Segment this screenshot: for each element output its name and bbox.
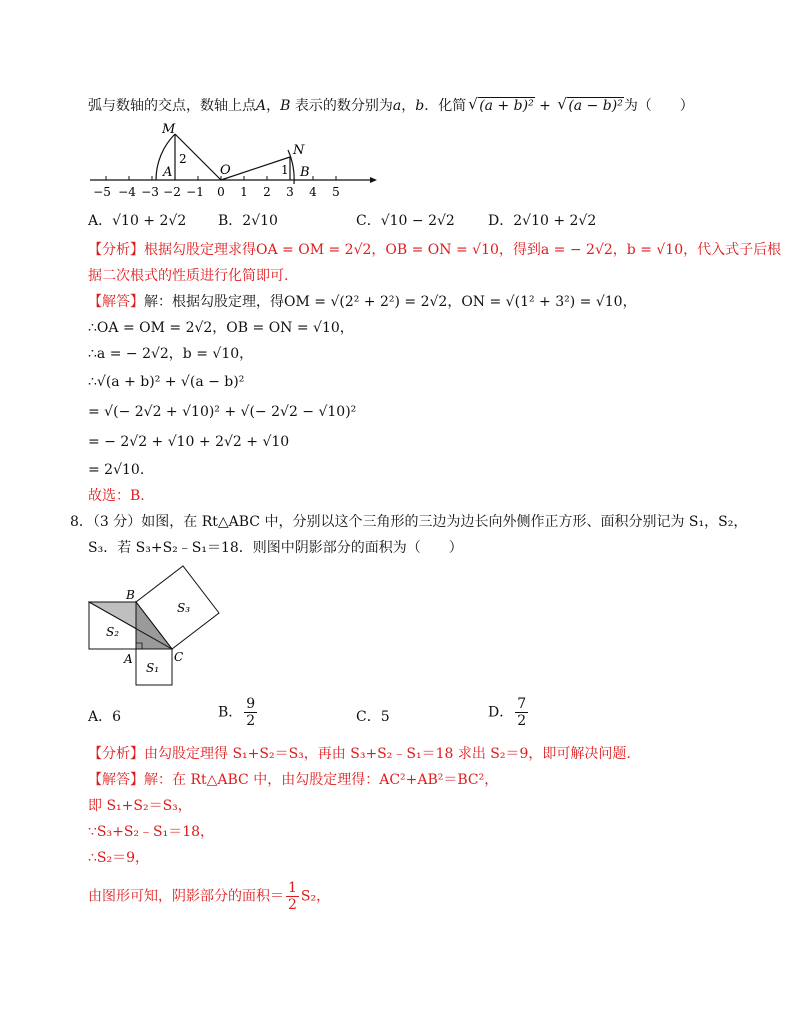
analysis-tag: 【分析】 <box>88 242 144 258</box>
q7-var-b: b <box>415 98 425 114</box>
tick-label: −2 <box>163 185 181 199</box>
label-b: B <box>300 165 310 180</box>
solution-fraction <box>286 880 299 913</box>
option-fraction <box>244 696 257 729</box>
solution-tag: 【解答】 <box>88 772 144 788</box>
q7-stem-text-3: ．化简 <box>424 98 467 114</box>
fraction-denominator: 2 <box>246 713 256 729</box>
label-c: C <box>174 650 184 664</box>
tick-label: 4 <box>309 185 317 199</box>
solution-tag: 【解答】 <box>88 294 144 310</box>
figure-lengths <box>179 152 289 177</box>
q8-stem-line-2: S₃．若 S₃+S₂﹣S₁＝18．则图中阴影部分的面积为（ ） <box>88 540 463 556</box>
tick-label: 1 <box>240 185 248 199</box>
q7-stem <box>88 96 694 116</box>
q7-sep: ， <box>266 98 281 114</box>
option-letter: D． <box>488 213 514 229</box>
q8-stem-line-1: 8．（3 分）如图，在 Rt△ABC 中，分别以这个三角形的三边为边长向外侧作正方形、面积分别记为 S₁，S₂， <box>70 514 748 530</box>
q7-analysis-line-2 <box>88 266 288 286</box>
q8-option-b[interactable] <box>218 696 259 729</box>
q7-var-a: a <box>392 98 402 114</box>
axis-tick-labels <box>93 185 340 199</box>
label-length-2: 2 <box>179 152 187 166</box>
q7-solution-line-4: ∴√(a + b)² + √(a − b)² <box>88 374 245 390</box>
q7-solution-line-6: = − 2√2 + √10 + 2√2 + √10 <box>88 434 290 450</box>
tick-label: −1 <box>186 185 204 199</box>
triangle-abc <box>136 602 172 649</box>
label-length-1: 1 <box>281 163 289 177</box>
label-s2: S₂ <box>106 625 120 639</box>
q7-radical-2 <box>557 96 623 116</box>
tick-label: −3 <box>141 185 159 199</box>
option-letter: B． <box>218 213 243 229</box>
q7-solution-line-5: = √(− 2√2 + √10)² + √(− 2√2 − √10)² <box>88 404 357 420</box>
q7-option-d[interactable] <box>488 210 596 230</box>
q8-solution-line-2: 即 S₁+S₂＝S₃， <box>88 798 192 814</box>
label-a: A <box>124 652 133 666</box>
solution-text: 解：在 Rt△ABC 中，由勾股定理得：AC²+AB²＝BC²， <box>144 772 499 788</box>
option-letter: D． <box>488 704 514 721</box>
segment-on <box>221 157 290 180</box>
q7-number-line-figure <box>88 122 378 202</box>
q8-option-c[interactable] <box>356 706 390 726</box>
label-a: A <box>163 165 173 180</box>
q7-solution-line-7: = 2√10. <box>88 462 145 478</box>
option-letter: B． <box>218 704 243 721</box>
analysis-tag: 【分析】 <box>88 746 144 762</box>
label-m: M <box>162 122 176 137</box>
option-fraction <box>515 696 528 729</box>
q8-solution-line-5 <box>88 880 330 913</box>
label-n: N <box>293 143 305 158</box>
tick-label: 3 <box>286 185 294 199</box>
fraction-denominator: 2 <box>517 713 527 729</box>
q7-option-a[interactable] <box>88 210 186 230</box>
option-value: √10 − 2√2 <box>380 213 455 229</box>
label-s1: S₁ <box>146 661 160 675</box>
label-s3: S₃ <box>177 601 191 615</box>
q7-solution-line-3: ∴a = − 2√2，b = √10， <box>88 346 254 362</box>
tick-label: −5 <box>93 185 111 199</box>
analysis-text: 据二次根式的性质进行化简即可. <box>88 268 289 284</box>
option-letter: A． <box>88 213 113 229</box>
q7-point-b: B <box>280 98 291 114</box>
q7-plus: + <box>534 98 556 114</box>
tick-label: −4 <box>118 185 136 199</box>
label-b: B <box>126 588 135 602</box>
q8-option-d[interactable] <box>488 696 530 729</box>
option-value: 2√10 <box>242 213 278 229</box>
tick-label: 5 <box>332 185 340 199</box>
q7-stem-text: 弧与数轴的交点，数轴上点 <box>88 98 256 114</box>
q7-sep-2: ， <box>401 98 416 114</box>
q8-solution-line-3: ∵S₃+S₂﹣S₁＝18， <box>88 824 215 840</box>
q7-point-a: A <box>256 98 267 114</box>
fraction-numerator: 7 <box>517 696 527 712</box>
option-letter: C． <box>356 213 381 229</box>
q7-solution-line-2: ∴OA = OM = 2√2，OB = ON = √10， <box>88 320 354 336</box>
q8-solution-line-1 <box>88 770 498 790</box>
q8-analysis <box>88 744 631 764</box>
option-letter: A． <box>88 709 113 725</box>
option-letter: C． <box>356 709 381 725</box>
option-value: 2√10 + 2√2 <box>513 213 597 229</box>
solution-text: S₂， <box>300 888 331 905</box>
q8-option-a[interactable] <box>88 706 121 726</box>
analysis-text: 根据勾股定理求得OA = OM = 2√2，OB = ON = √10，得到a = − 2√2，b = √10，代入式子后根 <box>144 242 782 258</box>
option-value: √10 + 2√2 <box>112 213 187 229</box>
q7-radical-2-body: (a − b)² <box>568 98 623 114</box>
q8-squares-figure <box>88 564 220 686</box>
option-value: 5 <box>380 709 390 725</box>
q8-solution-line-4: ∴S₂＝9， <box>88 850 150 866</box>
fraction-denominator: 2 <box>288 897 297 913</box>
label-o: O <box>220 163 231 178</box>
axis-arrow <box>370 177 377 183</box>
q7-solution-choice: 故选：B. <box>88 488 145 504</box>
q7-solution-line-1 <box>88 292 637 312</box>
tick-label: 0 <box>217 185 225 199</box>
q7-stem-end: 为（ ） <box>623 98 694 114</box>
solution-text: 解：根据勾股定理，得OM = √(2² + 2²) = 2√2，ON = √(1² + 3²) = √10， <box>144 294 637 310</box>
q7-option-b[interactable] <box>218 210 278 230</box>
q7-radical-1 <box>468 96 534 116</box>
solution-text: 由图形可知，阴影部分的面积＝ <box>88 888 284 905</box>
tick-label: 2 <box>263 185 271 199</box>
fraction-numerator: 9 <box>246 696 256 712</box>
fraction-numerator: 1 <box>288 880 297 896</box>
q7-stem-text-2: 表示的数分别为 <box>290 98 393 114</box>
q7-analysis-line-1 <box>88 240 781 260</box>
q7-option-c[interactable] <box>356 210 455 230</box>
q7-radical-1-body: (a + b)² <box>479 98 534 114</box>
analysis-text: 由勾股定理得 S₁+S₂＝S₃，再由 S₃+S₂﹣S₁＝18 求出 S₂＝9，即可解决问题. <box>144 746 631 762</box>
option-value: 6 <box>112 709 122 725</box>
